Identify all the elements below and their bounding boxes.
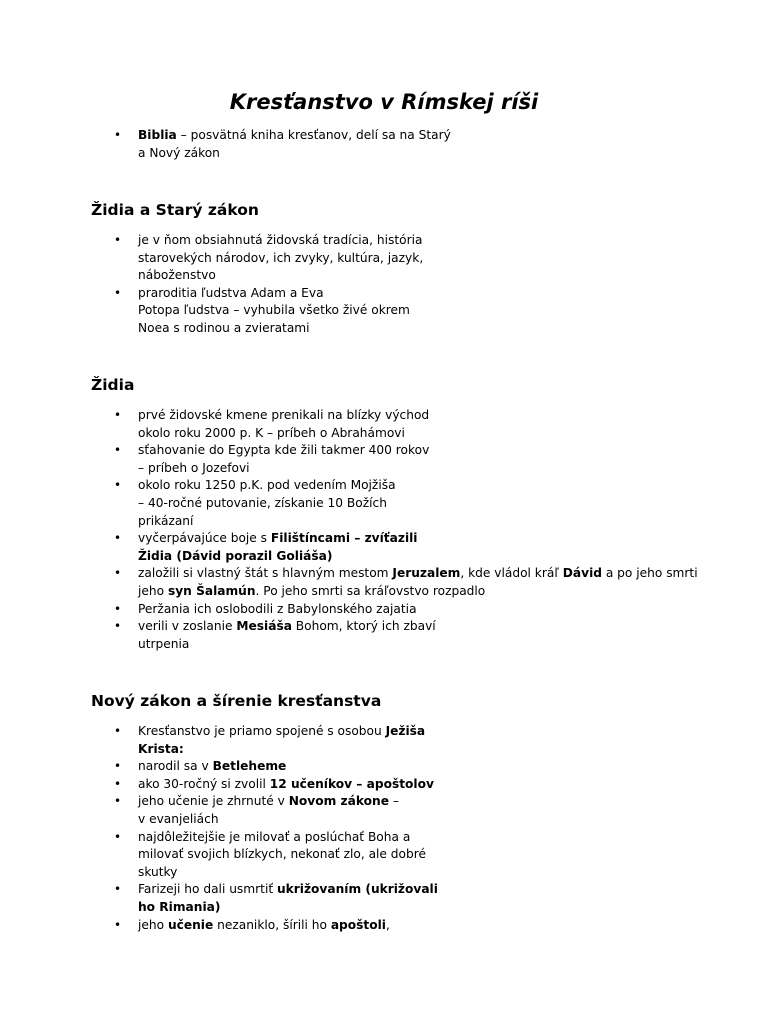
text: sťahovanie do Egypta kde žili takmer 400 rokov — [138, 443, 430, 458]
list-item-line — [138, 758, 438, 776]
list-item — [0, 881, 438, 916]
bullet-marker: • — [114, 776, 122, 791]
text: prvé židovské kmene prenikali na blízky východ — [138, 408, 430, 422]
text: je v ňom obsiahnutá židovská tradícia, história — [138, 233, 423, 247]
text: verili v zoslanie — [138, 619, 237, 634]
bold-text: Novom zákone — [288, 794, 389, 809]
text: Bohom, ktorý ich zbaví — [291, 619, 436, 634]
list-item — [0, 618, 698, 653]
bold-text: syn Šalamún — [167, 583, 256, 598]
text: okolo roku 2000 p. K – príbeh o Abrahámovi — [138, 425, 405, 440]
list-item-line — [138, 829, 438, 847]
list-item-line — [138, 565, 698, 583]
list-item — [0, 285, 423, 338]
text: vyčerpávajúce boje s — [138, 531, 271, 546]
list-item-line — [138, 793, 438, 811]
text: v evanjeliách — [138, 811, 219, 826]
bullet-marker: • — [114, 531, 122, 546]
list-item — [0, 127, 451, 162]
bullet-marker: • — [114, 478, 122, 493]
list-item-line — [138, 442, 698, 460]
list-item — [0, 793, 438, 828]
list-item — [0, 917, 438, 935]
intro-list — [0, 127, 451, 162]
list-item-line — [138, 917, 438, 935]
list-item-line — [138, 881, 438, 899]
section-list-zidia-a-stary-zakon — [0, 232, 423, 338]
bold-text: Ježiša — [385, 724, 426, 738]
list-item-line — [138, 127, 451, 145]
bold-text: Jeruzalem — [392, 566, 461, 581]
list-item-line — [138, 477, 698, 495]
list-item-line — [138, 723, 438, 741]
bold-text: Krista: — [138, 741, 184, 756]
bold-text: Dávid — [562, 566, 602, 581]
text: , — [385, 917, 390, 932]
bullet-marker: • — [114, 759, 122, 774]
list-item-line — [138, 601, 698, 619]
bold-text: Betleheme — [212, 759, 287, 774]
list-item-line — [138, 618, 698, 636]
list-item-line — [138, 899, 438, 917]
list-item-line — [138, 530, 698, 548]
text: Peržania ich oslobodili z Babylonského zajatia — [138, 601, 417, 616]
section-heading-zidia: Židia — [91, 376, 135, 394]
list-item — [0, 530, 698, 565]
list-item-line — [138, 741, 438, 759]
bullet-marker: • — [114, 882, 122, 897]
list-item-line — [138, 425, 698, 443]
section-list-zidia — [0, 407, 698, 653]
list-item-line — [138, 285, 423, 303]
text: – — [388, 794, 399, 809]
list-item-line — [138, 320, 423, 338]
bullet-marker: • — [114, 917, 122, 932]
text: nezaniklo, šírili ho — [213, 917, 331, 932]
list-item-line — [138, 583, 698, 601]
text: Noea s rodinou a zvieratami — [138, 320, 310, 335]
list-item — [0, 565, 698, 600]
text: a Nový zákon — [138, 145, 220, 160]
list-item-line — [138, 250, 423, 268]
list-item — [0, 758, 438, 776]
list-item-line — [138, 407, 698, 425]
section-heading-zidia-a-stary-zakon: Židia a Starý zákon — [91, 201, 259, 219]
list-item — [0, 829, 438, 882]
list-item-line — [138, 776, 438, 794]
list-item-line — [138, 495, 698, 513]
text: praroditia ľudstva Adam a Eva — [138, 285, 324, 300]
list-item — [0, 442, 698, 477]
section-list-novy-zakon — [0, 723, 438, 934]
text: – príbeh o Jozefovi — [138, 460, 250, 475]
list-item-line — [138, 267, 423, 285]
text: narodil sa v — [138, 759, 213, 774]
bullet-marker: • — [114, 724, 122, 738]
bold-text: ukrižovaním (ukrižovali — [276, 882, 438, 897]
bold-text: Mesiáša — [236, 619, 292, 634]
text: náboženstvo — [138, 268, 216, 283]
bold-text: ho Rimania) — [138, 899, 221, 914]
bullet-marker: • — [114, 443, 122, 458]
list-item-line — [138, 302, 423, 320]
section-heading-novy-zakon: Nový zákon a šírenie kresťanstva — [91, 692, 382, 710]
text: milovať svojich blízkych, nekonať zlo, ale dobré — [138, 847, 426, 862]
list-item-line — [138, 864, 438, 882]
list-item — [0, 407, 698, 442]
text: a po jeho smrti — [601, 566, 698, 581]
text: , kde vládol kráľ — [460, 566, 563, 581]
text: okolo roku 1250 p.K. pod vedením Mojžiša — [138, 478, 396, 493]
bullet-marker: • — [114, 408, 122, 422]
text: Kresťanstvo je priamo spojené s osobou — [138, 724, 386, 738]
document-title: Kresťanstvo v Rímskej ríši — [229, 90, 539, 114]
bullet-marker: • — [114, 619, 122, 634]
list-item-line — [138, 548, 698, 566]
list-item — [0, 477, 698, 530]
text: najdôležitejšie je milovať a poslúchať Boha a — [138, 829, 411, 844]
list-item-line — [138, 846, 438, 864]
list-item-line — [138, 232, 423, 250]
bold-text: Biblia — [138, 128, 177, 142]
list-item-line — [138, 145, 451, 163]
text: prikázaní — [138, 513, 194, 528]
text: Potopa ľudstva – vyhubila všetko živé okrem — [138, 303, 410, 318]
bold-text: Židia (Dávid porazil Goliáša) — [138, 548, 333, 563]
bullet-marker: • — [114, 233, 122, 247]
list-item-line — [138, 460, 698, 478]
list-item-line — [138, 513, 698, 531]
bold-text: 12 učeníkov – apoštolov — [269, 776, 434, 791]
bullet-marker: • — [114, 566, 122, 581]
bullet-marker: • — [114, 128, 122, 142]
bold-text: Filištíncami – zvíťazili — [270, 531, 418, 546]
text: utrpenia — [138, 636, 190, 651]
list-item-line — [138, 811, 438, 829]
bullet-marker: • — [114, 285, 122, 300]
bullet-marker: • — [114, 601, 122, 616]
text: jeho — [138, 917, 168, 932]
list-item — [0, 723, 438, 758]
text: . Po jeho smrti sa kráľovstvo rozpadlo — [255, 583, 486, 598]
list-item-line — [138, 636, 698, 654]
text: skutky — [138, 864, 178, 879]
text: ako 30-ročný si zvolil — [138, 776, 270, 791]
text: jeho učenie je zhrnuté v — [138, 794, 289, 809]
text: – posvätná kniha kresťanov, delí sa na Starý — [176, 128, 451, 142]
text: založili si vlastný štát s hlavným mestom — [138, 566, 393, 581]
list-item — [0, 776, 438, 794]
bullet-marker: • — [114, 829, 122, 844]
text: jeho — [138, 583, 168, 598]
text: Farizeji ho dali usmrtiť — [138, 882, 277, 897]
bold-text: učenie — [167, 917, 214, 932]
text: – 40-ročné putovanie, získanie 10 Božích — [138, 495, 387, 510]
list-item — [0, 601, 698, 619]
bold-text: apoštoli — [330, 917, 386, 932]
bullet-marker: • — [114, 794, 122, 809]
list-item — [0, 232, 423, 285]
text: starovekých národov, ich zvyky, kultúra, jazyk, — [138, 250, 424, 265]
